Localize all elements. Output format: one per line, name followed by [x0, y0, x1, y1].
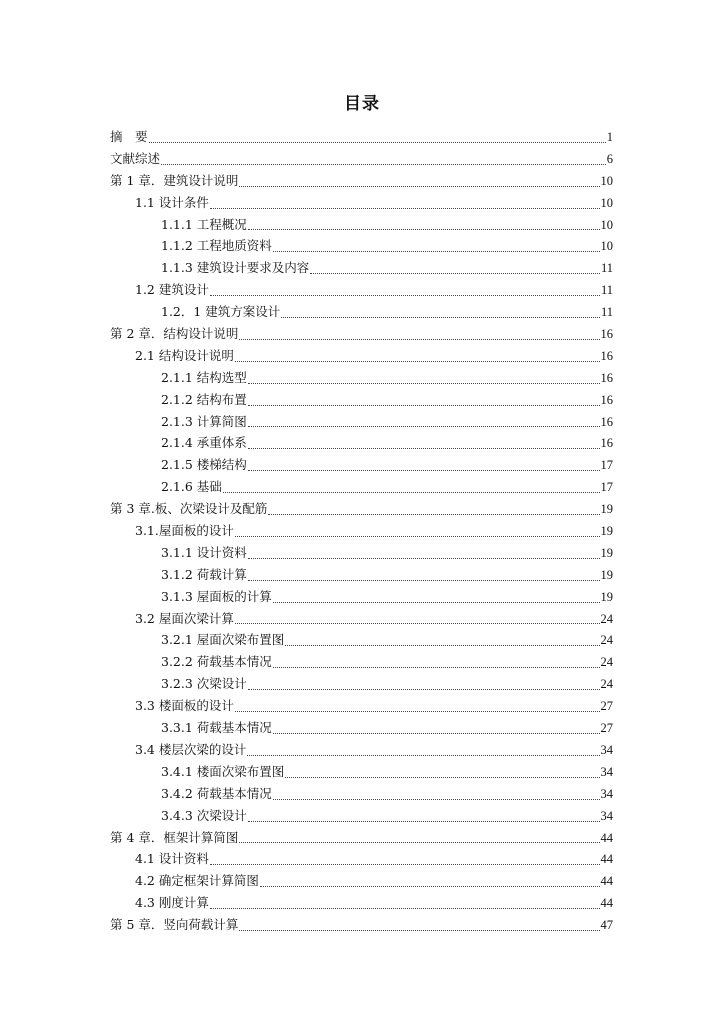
- dot-leader: [248, 558, 600, 559]
- toc-entry[interactable]: [110, 214, 613, 236]
- toc-entry-page-number: 17: [600, 480, 613, 495]
- toc-entry-title: 3.1.2 荷载计算: [161, 566, 247, 582]
- toc-entry[interactable]: [110, 695, 613, 717]
- toc-entry-page-number: 6: [606, 151, 613, 166]
- dot-leader: [210, 864, 600, 865]
- toc-entry[interactable]: [110, 279, 613, 301]
- toc-entry-title: 4.1 设计资料: [135, 851, 209, 867]
- dot-leader: [210, 208, 600, 209]
- toc-entry-page-number: 19: [600, 502, 613, 517]
- toc-entry-page-number: 24: [600, 633, 613, 648]
- toc-entry[interactable]: [110, 739, 613, 761]
- dot-leader: [248, 448, 600, 449]
- dot-leader: [239, 930, 599, 931]
- toc-entry-title: 3.3 楼面板的设计: [135, 698, 234, 714]
- toc-entry-page-number: 34: [600, 808, 613, 823]
- toc-entry[interactable]: [110, 717, 613, 739]
- dot-leader: [248, 821, 600, 822]
- toc-entry-page-number: 10: [600, 239, 613, 254]
- toc-entry-title: 2.1.4 承重体系: [161, 435, 247, 451]
- toc-entry-title: 3.2.3 次梁设计: [161, 676, 247, 692]
- dot-leader: [273, 251, 600, 252]
- toc-entry[interactable]: [110, 345, 613, 367]
- toc-entry-page-number: 11: [600, 283, 613, 298]
- toc-entry[interactable]: [110, 235, 613, 257]
- toc-entry-page-number: 1: [606, 130, 613, 144]
- dot-leader: [210, 295, 600, 296]
- toc-entry-page-number: 16: [600, 436, 613, 451]
- toc-entry-title: 2.1.1 结构选型: [161, 369, 247, 385]
- dot-leader: [281, 317, 600, 318]
- toc-entry[interactable]: [110, 432, 613, 454]
- toc-entry-page-number: 24: [600, 655, 613, 670]
- toc-entry-page-number: 19: [600, 545, 613, 560]
- toc-entry-title: 4.3 刚度计算: [135, 895, 209, 911]
- toc-entry[interactable]: [110, 914, 613, 936]
- toc-entry-page-number: 11: [600, 305, 613, 320]
- toc-entry[interactable]: [110, 389, 613, 411]
- dot-leader: [149, 142, 606, 143]
- toc-entry[interactable]: [110, 805, 613, 827]
- dot-leader: [285, 645, 599, 646]
- toc-entry-title: 3.4.1 楼面次梁布置图: [161, 763, 285, 779]
- toc-entry[interactable]: [110, 564, 613, 586]
- table-of-contents: [110, 126, 613, 936]
- dot-leader: [161, 164, 606, 165]
- dot-leader: [248, 426, 600, 427]
- toc-entry-page-number: 27: [600, 721, 613, 736]
- toc-entry-page-number: 19: [600, 589, 613, 604]
- toc-entry-title: 摘 要: [110, 129, 148, 144]
- toc-entry-title: 3.4 楼层次梁的设计: [135, 741, 247, 757]
- toc-entry[interactable]: [110, 848, 613, 870]
- toc-entry[interactable]: [110, 170, 613, 192]
- toc-entry-page-number: 16: [600, 392, 613, 407]
- toc-entry-title: 3.1.3 屋面板的计算: [161, 588, 272, 604]
- dot-leader: [248, 383, 600, 384]
- toc-entry-page-number: 44: [600, 896, 613, 911]
- toc-entry-title: 3.1.1 设计资料: [161, 544, 247, 560]
- toc-entry-page-number: 19: [600, 524, 613, 539]
- dot-leader: [273, 733, 600, 734]
- toc-entry[interactable]: [110, 629, 613, 651]
- toc-entry-title: 3.2 屋面次梁计算: [135, 610, 234, 626]
- toc-entry-title: 第 3 章.板、次梁设计及配筋: [110, 501, 268, 517]
- toc-entry-title: 3.2.2 荷载基本情况: [161, 654, 272, 670]
- toc-entry-title: 1.1.1 工程概况: [161, 216, 247, 232]
- dot-leader: [235, 623, 600, 624]
- toc-entry-page-number: 27: [600, 699, 613, 714]
- toc-entry-page-number: 24: [600, 677, 613, 692]
- toc-entry[interactable]: [110, 520, 613, 542]
- toc-entry[interactable]: [110, 367, 613, 389]
- toc-entry-page-number: 10: [600, 173, 613, 188]
- dot-leader: [248, 229, 600, 230]
- dot-leader: [235, 711, 600, 712]
- toc-entry-title: 1.1 设计条件: [135, 194, 209, 210]
- toc-entry-title: 3.4.3 次梁设计: [161, 807, 247, 823]
- dot-leader: [247, 755, 599, 756]
- toc-entry-title: 1.1.3 建筑设计要求及内容: [161, 260, 310, 276]
- dot-leader: [239, 339, 599, 340]
- toc-entry-title: 2.1.6 基础: [161, 479, 222, 495]
- dot-leader: [260, 886, 600, 887]
- toc-entry[interactable]: [110, 257, 613, 279]
- toc-entry-page-number: 11: [600, 261, 613, 276]
- toc-entry-page-number: 16: [600, 370, 613, 385]
- toc-entry-title: 3.3.1 荷载基本情况: [161, 720, 272, 736]
- dot-leader: [310, 273, 600, 274]
- toc-entry-title: 2.1 结构设计说明: [135, 347, 234, 363]
- toc-entry-page-number: 16: [600, 327, 613, 342]
- dot-leader: [248, 405, 600, 406]
- toc-entry-page-number: 44: [600, 852, 613, 867]
- toc-entry-title: 2.1.3 计算简图: [161, 413, 247, 429]
- dot-leader: [210, 908, 600, 909]
- toc-entry[interactable]: [110, 148, 613, 170]
- dot-leader: [273, 602, 600, 603]
- toc-entry-page-number: 34: [600, 764, 613, 779]
- toc-entry[interactable]: [110, 542, 613, 564]
- toc-entry[interactable]: [110, 411, 613, 433]
- toc-entry-title: 2.1.5 楼梯结构: [161, 457, 247, 473]
- toc-entry[interactable]: [110, 323, 613, 345]
- dot-leader: [268, 514, 599, 515]
- toc-entry[interactable]: [110, 673, 613, 695]
- toc-entry-title: 第 2 章．结构设计说明: [110, 326, 239, 342]
- toc-entry-page-number: 24: [600, 611, 613, 626]
- toc-entry[interactable]: [110, 301, 613, 323]
- dot-leader: [248, 470, 600, 471]
- toc-entry[interactable]: [110, 892, 613, 914]
- toc-entry-title: 1.2 建筑设计: [135, 282, 209, 298]
- toc-entry[interactable]: [110, 761, 613, 783]
- toc-entry[interactable]: [110, 192, 613, 214]
- toc-entry-title: 文献综述: [110, 150, 161, 166]
- page-title: 目录: [344, 94, 380, 114]
- toc-entry-page-number: 16: [600, 414, 613, 429]
- toc-entry-page-number: 10: [600, 195, 613, 210]
- toc-entry[interactable]: [110, 454, 613, 476]
- toc-entry-title: 第 4 章．框架计算简图: [110, 829, 239, 845]
- toc-entry[interactable]: [110, 476, 613, 498]
- dot-leader: [239, 842, 599, 843]
- toc-entry[interactable]: [110, 783, 613, 805]
- toc-entry-title: 1.1.2 工程地质资料: [161, 238, 272, 254]
- toc-entry-title: 第 1 章．建筑设计说明: [110, 172, 239, 188]
- dot-leader: [223, 492, 600, 493]
- dot-leader: [273, 799, 600, 800]
- toc-entry-page-number: 47: [600, 918, 613, 933]
- dot-leader: [273, 667, 600, 668]
- dot-leader: [248, 580, 600, 581]
- toc-entry-page-number: 44: [600, 830, 613, 845]
- toc-entry[interactable]: [110, 827, 613, 849]
- toc-entry-page-number: 10: [600, 217, 613, 232]
- toc-entry-title: 第 5 章．竖向荷载计算: [110, 917, 239, 933]
- toc-entry-page-number: 44: [600, 874, 613, 889]
- toc-entry-page-number: 19: [600, 567, 613, 582]
- toc-entry[interactable]: [110, 126, 613, 148]
- toc-entry[interactable]: [110, 586, 613, 608]
- toc-entry-page-number: 34: [600, 742, 613, 757]
- toc-entry-page-number: 16: [600, 348, 613, 363]
- toc-entry-title: 3.1.屋面板的设计: [135, 523, 234, 539]
- toc-entry-title: 3.4.2 荷载基本情况: [161, 785, 272, 801]
- dot-leader: [248, 689, 600, 690]
- toc-entry-title: 3.2.1 屋面次梁布置图: [161, 632, 285, 648]
- toc-entry-title: 2.1.2 结构布置: [161, 391, 247, 407]
- dot-leader: [235, 536, 600, 537]
- dot-leader: [285, 777, 599, 778]
- toc-entry-title: 4.2 确定框架计算简图: [135, 873, 259, 889]
- dot-leader: [239, 186, 599, 187]
- toc-entry-title: 1.2．1 建筑方案设计: [161, 304, 281, 320]
- toc-entry[interactable]: [110, 608, 613, 630]
- toc-entry[interactable]: [110, 870, 613, 892]
- toc-entry[interactable]: [110, 651, 613, 673]
- toc-entry-page-number: 17: [600, 458, 613, 473]
- toc-entry[interactable]: [110, 498, 613, 520]
- toc-entry-page-number: 34: [600, 786, 613, 801]
- dot-leader: [235, 361, 600, 362]
